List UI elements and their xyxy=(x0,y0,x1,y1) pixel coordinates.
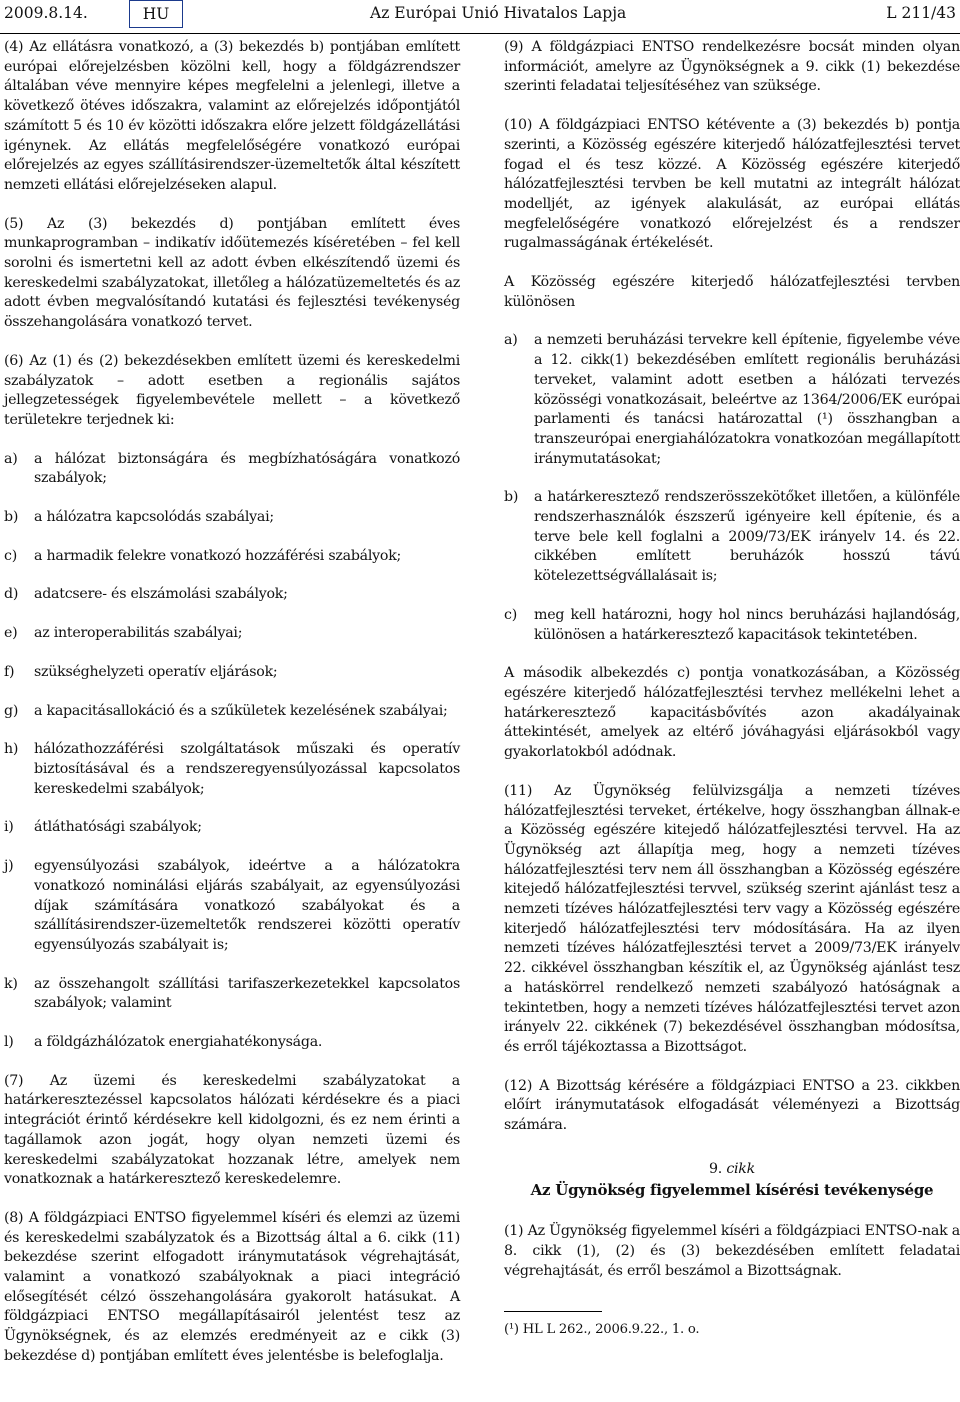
article-9-paragraph-1: (1) Az Ügynökség figyelemmel kíséri a földgázpiaci ENTSO-nak a 8. cikk (1), (2) és (3) bekezdésében említett feladatai végrehajtását, és erről beszámol a Bizottságnak. xyxy=(504,1223,960,1279)
publication-date: 2009.8.14. xyxy=(4,4,88,22)
list-item-label: k) xyxy=(4,975,18,992)
list-item xyxy=(4,702,460,722)
list-item xyxy=(4,818,460,838)
list-item-label: a) xyxy=(4,450,18,467)
language-badge: HU xyxy=(129,0,183,28)
list-item xyxy=(4,975,460,1014)
list-item xyxy=(4,508,460,528)
list-item-label: j) xyxy=(4,858,14,875)
list-item-label: l) xyxy=(4,1034,14,1051)
area-list xyxy=(4,450,460,1053)
list-item-text: a nemzeti beruházási tervekre kell építenie, figyelembe véve a 12. cikk(1) bekezdésében említett regionális beruházási terveket, valamint adott esetben a hálózati tervezés közösségi vonatkozásait, beleértve az 1364/2006/EK európai parlamenti és tanácsi határozattal (¹) összhangban a transzeurópai energiahálózatokra vonatkozóan megállapított iránymutatásokat; xyxy=(534,332,960,467)
list-item-text: adatcsere- és elszámolási szabályok; xyxy=(34,586,288,603)
list-item xyxy=(4,585,460,605)
list-item-text: a hálózatra kapcsolódás szabályai; xyxy=(34,509,274,526)
list-item-text: az interoperabilitás szabályai; xyxy=(34,625,243,642)
paragraph-11: (11) Az Ügynökség felülvizsgálja a nemzeti tízéves hálózatfejlesztési terveket, értékelve, hogy összhangban állnak-e a Közösség egészére kitejedő hálózatfejlesztési tervvel. Ha az Ügynökség azt állapítja meg, hogy a nemzeti tízéves hálózatfejlesztési terv nem áll összhangban a Közösség egészére kitejedő hálózatfejlesztési tervvel, szükség szerint ajánlást tesz a nemzeti tízéves hálózatfejlesztési terv vagy a Közösség egészére kiterjedő hálózatfejlesztési terv módosítására. Ha az ilyen nemzeti tízéves hálózatfejlesztési tervet a 2009/73/EK irányelv 22. cikkével összhangban készítik el, az Ügynökség ajánlást tesz a hatáskörrel rendelkező nemzeti szabályozó hatóságnak a tekintetben, hogy a nemzeti tízéves hálózatfejlesztési tervet azon irányelv 22. cikkének (7) bekezdésével összhangban módosítsa, és erről tájékoztassa a Bizottságot. xyxy=(504,782,960,1055)
paragraph-8: (8) A földgázpiaci ENTSO figyelemmel kíséri és elemzi az üzemi és kereskedelmi szabályzatok és a Bizottság által a 6. cikk (11) bekezdése szerint elfogadott iránymutatások végrehajtását, valamint a vonatkozó szabályoknak a piaci integráció elősegítését célzó összehangolására gyakorolt hatásukat. A földgázpiaci ENTSO megállapításairól jelentést tesz az Ügynökségnek, és az elemzés eredményeit az e cikk (3) bekezdése d) pontjában említett éves jelentésbe is belefoglalja. xyxy=(4,1209,460,1364)
subparagraph-note: A második albekezdés c) pontja vonatkozásában, a Közösség egészére kiterjedő hálózatfejlesztési tervhez mellékelni lehet a határkeresztező kapacitásbővítés azon akadályainak áttekintését, amelyek az eltérő jóváhagyási eljárásokból vagy gyakorlatokból adódnak. xyxy=(504,665,960,761)
plan-intro: A Közösség egészére kiterjedő hálózatfejlesztési tervben különösen xyxy=(504,274,960,310)
paragraph-5: (5) Az (3) bekezdés d) pontjában említett éves munkaprogramban – indikatív időütemezés kíséretében – fel kell sorolni és ismertetni kell az adott évben elkészítendő üzemi és kereskedelmi szabályzatokat, illetőleg a hálózatüzemeltetés és az adott évben megvalósítandó kutatási és fejlesztési tevékenység összehangolására vonatkozó tervet. xyxy=(4,215,460,331)
list-item-text: meg kell határozni, hogy hol nincs beruházási hajlandóság, különösen a határkeresztező kapacitások tekintetében. xyxy=(534,606,960,643)
list-item-text: szükséghelyzeti operatív eljárások; xyxy=(34,663,278,680)
paragraph-4: (4) Az ellátásra vonatkozó, a (3) bekezdés b) pontjában említett európai előrejelzésben közölni kell, hogy a földgázrendszer általában véve mennyire képes megfelelni a jelenlegi, illetve a következő ötéves időszakra, valamint az előrejelzés időpontjától számított 5 és 10 év közötti időszakra előre jelzett földgázellátási igénynek. Az ellátás megfelelőségére vonatkozó európai előrejelzés az egyes szállításirendszer-üzemeltetők által készített nemzeti ellátási előrejelzéseken alapul. xyxy=(4,39,460,193)
list-item-text: a hálózat biztonságára és megbízhatóságára vonatkozó szabályok; xyxy=(34,450,460,487)
list-item-text: a kapacitásallokáció és a szűkületek kezelésének szabályai; xyxy=(34,702,448,719)
list-item-text: hálózathozzáférési szolgáltatások műszaki és operatív biztosításával és a rendszeregyensúlyozással kapcsolatos kereskedelmi szabályok; xyxy=(34,741,460,797)
paragraph-9: (9) A földgázpiaci ENTSO rendelkezésre bocsát minden olyan információt, amelyre az Ügynökségnek a 9. cikk (1) bekezdése szerinti feladatai teljesítéséhez van szüksége. xyxy=(504,39,960,95)
paragraph-12: (12) A Bizottság kérésére a földgázpiaci ENTSO a 23. cikkben előírt iránymutatások elfogadását véleményezi a Bizottság számára. xyxy=(504,1077,960,1134)
list-item-label: f) xyxy=(4,663,15,680)
footnote: (¹) HL L 262., 2006.9.22., 1. o. xyxy=(504,1322,700,1338)
list-item xyxy=(504,331,960,469)
list-item-text: a harmadik felekre vonatkozó hozzáférési szabályok; xyxy=(34,547,402,564)
list-item-label: b) xyxy=(504,489,519,506)
list-item-text: az összehangolt szállítási tarifaszerkezetekkel kapcsolatos szabályok; valamint xyxy=(34,975,460,1012)
list-item xyxy=(4,624,460,644)
list-item-label: d) xyxy=(4,586,19,603)
footnote-divider xyxy=(504,1311,602,1312)
list-item xyxy=(504,488,960,587)
list-item xyxy=(4,857,460,956)
list-item-text: a határkeresztező rendszerösszekötőket illetően, a különféle rendszerhasználók észszerű igényeire kell építenie, és a terve bele kell foglalni a 2009/73/EK irányelv 14. és 22. cikkében említett beruházók hosszú távú kötelezettségvállalásait is; xyxy=(534,489,960,585)
list-item-label: b) xyxy=(4,509,19,526)
journal-title: Az Európai Unió Hivatalos Lapja xyxy=(370,4,627,22)
list-item-text: egyensúlyozási szabályok, ideértve a a hálózatokra vonatkozó nominálási eljárás szabályait, az egyensúlyozási díjak számítására vonatkozó szabályokat és a szállításirendszer-üzemeltetők rendszerei közötti operatív egyensúlyozás szabályait is; xyxy=(34,858,460,953)
list-item-text: a földgázhálózatok energiahatékonysága. xyxy=(34,1034,323,1051)
list-item xyxy=(4,1033,460,1053)
article-number xyxy=(504,1160,960,1180)
list-item-label: a) xyxy=(504,332,518,349)
list-item-label: i) xyxy=(4,819,14,836)
list-item-label: c) xyxy=(4,547,17,564)
left-column xyxy=(4,38,460,1386)
list-item-label: e) xyxy=(4,625,18,642)
article-title: Az Ügynökség figyelemmel kísérési tevékenysége xyxy=(530,1181,934,1200)
paragraph-10: (10) A földgázpiaci ENTSO kétévente a (3) bekezdés b) pontja szerinti, a Közösség egészére kiterjedő hálózatfejlesztési tervet fogad el és tesz közzé. A Közösség egészére kiterjedő hálózatfejlesztési tervben be kell mutatni az integrált hálózat modelljét, az igények alakulását, az európai ellátás megfelelőségére vonatkozó előrejelzést és a rendszer rugalmasságának értékelését. xyxy=(504,117,960,252)
paragraph-6: (6) Az (1) és (2) bekezdésekben említett üzemi és kereskedelmi szabályzatok – adott esetben a regionális sajátos jellegzetességek figyelembevétele mellett – a következő területekre terjednek ki: xyxy=(4,352,460,428)
list-item xyxy=(4,740,460,799)
page-reference: L 211/43 xyxy=(886,4,956,22)
list-item-label: g) xyxy=(4,702,19,719)
paragraph-7: (7) Az üzemi és kereskedelmi szabályzatokat a határkeresztezéssel kapcsolatos hálózati kérdésekre és a piaci integrációt érintő kérdésekre kell kidolgozni, és ez nem érinti a tagállamok azon jogát, hogy olyan nemzeti üzemi és kereskedelmi szabályzatokat hozzanak létre, amelyek nem vonatkoznak a határkeresztező kereskedelemre. xyxy=(4,1072,460,1188)
article-cikk-label: cikk xyxy=(726,1160,755,1177)
article-number-value: 9. xyxy=(709,1160,723,1177)
list-item-label: h) xyxy=(4,741,19,758)
list-item xyxy=(4,547,460,567)
list-item-text: átláthatósági szabályok; xyxy=(34,819,202,836)
plan-requirements-list xyxy=(504,331,960,645)
page-header xyxy=(0,0,960,32)
right-column xyxy=(504,38,960,1340)
header-divider xyxy=(0,33,960,34)
list-item-label: c) xyxy=(504,606,517,623)
list-item xyxy=(504,606,960,645)
list-item xyxy=(4,450,460,489)
list-item xyxy=(4,663,460,683)
